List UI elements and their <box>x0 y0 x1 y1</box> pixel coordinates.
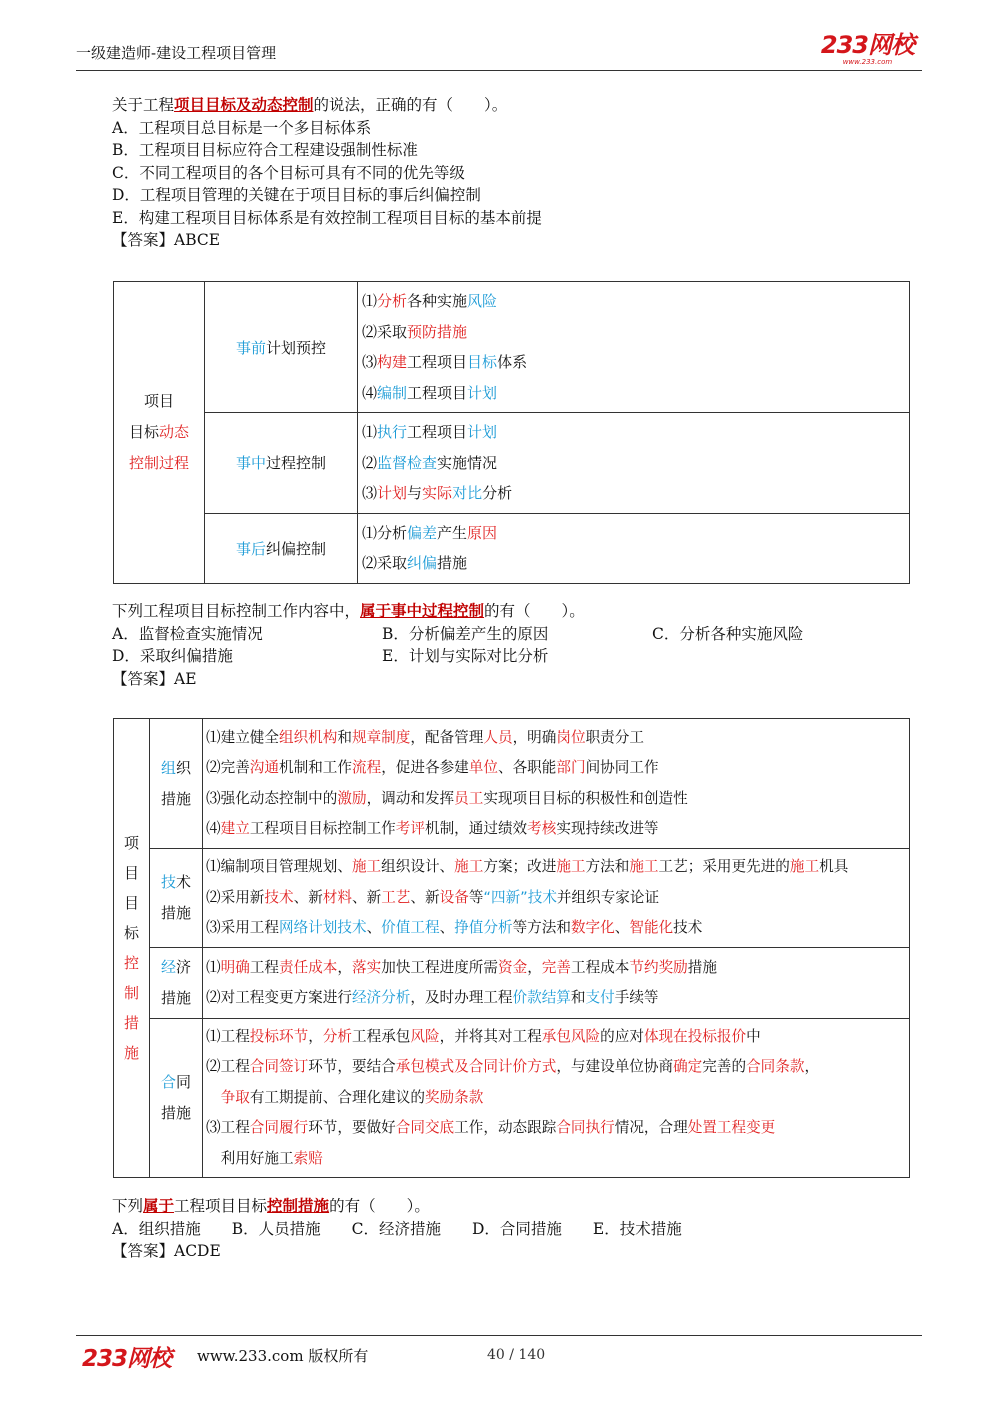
text-run: 落实 <box>352 958 382 976</box>
text-run: 投标环节 <box>249 1027 309 1045</box>
text-run: 激励 <box>337 789 367 807</box>
text-run: 设备 <box>439 888 469 906</box>
list-item <box>362 548 905 579</box>
logo-text: 233网校 <box>820 31 914 59</box>
text-run: 部门 <box>556 759 586 776</box>
text-run: 与 <box>407 484 423 502</box>
text-run: 确定 <box>673 1058 703 1076</box>
text-run: 过程控制 <box>266 454 327 473</box>
text-run: 分析 <box>377 292 408 310</box>
text-run: 工艺 <box>381 888 411 906</box>
text-run: 奖励条款 <box>424 1088 484 1106</box>
measure-items <box>203 719 910 849</box>
text-run: ⑶ <box>362 353 378 371</box>
list-item <box>206 784 906 815</box>
brand-logo <box>821 32 914 66</box>
option: A．工程项目总目标是一个多目标体系 <box>112 118 372 137</box>
text-run: 分析 <box>322 1027 352 1045</box>
text-run: ⑴ <box>206 958 221 976</box>
text-run: 目标 <box>128 422 159 441</box>
text-run: 施工 <box>351 858 382 876</box>
page-number: 40 / 140 <box>487 1347 546 1363</box>
text-run: 施工 <box>629 858 659 876</box>
stem-text: 的有（ ）。 <box>329 1197 430 1215</box>
footer-divider <box>76 1335 922 1336</box>
text-run: 合同履行 <box>249 1119 309 1137</box>
option: E．构建工程项目目标体系是有效控制工程项目目标的基本前提 <box>112 208 542 227</box>
measure-label <box>150 719 203 849</box>
phase-items <box>358 282 910 413</box>
text-run: 岗位 <box>556 728 586 746</box>
text-run: ⑶工程 <box>206 1119 250 1137</box>
title-line: 项目 <box>143 391 174 410</box>
text-run: 风险 <box>410 1027 440 1045</box>
text-run: 对比 <box>452 484 483 502</box>
text-run: 合同执行 <box>556 1119 615 1137</box>
text-run: 加快工程进度所需 <box>381 958 498 976</box>
list-item <box>362 518 905 549</box>
text-run: ⑵采取 <box>362 322 408 341</box>
measure-items <box>203 849 910 948</box>
measure-label <box>150 1019 203 1178</box>
copyright-text: www.233.com 版权所有 <box>197 1347 369 1365</box>
title-char: 控 <box>123 954 139 972</box>
list-item <box>206 1083 906 1114</box>
text-run: 事后 <box>235 539 266 558</box>
text-run: ⑴ <box>362 292 378 310</box>
text-run: 体现在投标报价 <box>643 1027 747 1045</box>
text-run: ⑵ <box>362 453 378 472</box>
text-run: 员工 <box>454 789 484 807</box>
list-item <box>206 883 906 914</box>
text-run: 并组织专家论证 <box>556 888 660 906</box>
text-run: 承包风险 <box>541 1027 601 1045</box>
text-run: 预防措施 <box>407 322 468 341</box>
text-run: 手续等 <box>614 989 659 1006</box>
text-run: 、 <box>614 919 630 937</box>
option: B．分析偏差产生的原因 <box>382 624 549 643</box>
text-run: 价值工程 <box>381 919 440 937</box>
text-run: 合 <box>160 1073 176 1091</box>
table-left-title <box>114 719 150 1178</box>
text-run: ⑴建立健全 <box>206 728 279 746</box>
stem-highlight: 项目目标及动态控制 <box>174 95 314 114</box>
question-stem <box>112 1195 682 1218</box>
list-item <box>206 814 906 845</box>
text-run: 织 <box>176 758 192 777</box>
text-run: 情况，合理 <box>614 1119 688 1137</box>
control-measures-table <box>113 718 910 1178</box>
text-run: ，配备管理 <box>410 728 484 746</box>
logo-url: www.233.com <box>842 58 893 66</box>
text-run: 计划 <box>377 484 408 502</box>
text-run: 实现项目目标的积极性和创造性 <box>483 789 688 807</box>
stem-highlight: 属于 <box>143 1196 175 1215</box>
text-run: 风险 <box>467 292 498 310</box>
text-run: 计划 <box>467 383 498 402</box>
question-1 <box>112 94 542 252</box>
text-run: 工作，动态跟踪 <box>454 1119 557 1137</box>
text-run: ⑴工程 <box>206 1027 250 1045</box>
table-row <box>114 513 910 583</box>
label-line <box>151 1067 201 1098</box>
text-run: 完善的 <box>702 1058 747 1076</box>
title-char: 目 <box>123 894 139 912</box>
text-run: 方案；改进 <box>483 858 557 876</box>
text-run: 规章制度 <box>351 728 411 746</box>
text-run: 流程 <box>351 759 382 776</box>
text-run: 经济分析 <box>351 989 411 1006</box>
text-run: ⑶ <box>362 484 378 502</box>
question-2 <box>112 600 803 690</box>
text-run: 智能化 <box>629 919 674 937</box>
measure-items <box>203 948 910 1019</box>
text-run: 编制 <box>377 383 408 402</box>
text-run: 和 <box>570 989 586 1006</box>
text-run: 体系 <box>497 353 528 371</box>
stem-text: 工程项目目标 <box>174 1197 268 1215</box>
text-run: 目标 <box>467 353 498 371</box>
text-run: 纠偏控制 <box>266 539 327 558</box>
text-run: 执行 <box>377 423 408 441</box>
text-run: 挣值分析 <box>454 919 513 937</box>
text-run: ⑴编制项目管理规划、 <box>206 858 352 876</box>
text-run: 工程项目 <box>407 423 468 441</box>
text-run: 机具 <box>819 858 849 876</box>
measure-label <box>150 948 203 1019</box>
text-run: 、 <box>439 919 455 937</box>
option-row <box>112 645 803 668</box>
text-run: 沟通 <box>249 759 279 776</box>
text-run: 事前 <box>235 338 266 357</box>
text-run: ， <box>308 1027 323 1045</box>
measure-label <box>150 849 203 948</box>
text-run: 争取 <box>220 1088 250 1106</box>
text-run: 环节，要结合 <box>308 1058 396 1076</box>
text-run: 、新 <box>410 888 440 906</box>
table-row <box>114 948 910 1019</box>
text-run: 技术 <box>264 888 294 906</box>
text-run: ⑴ <box>362 423 378 441</box>
text-run: 方法和 <box>585 858 630 876</box>
text-run: 济 <box>176 958 192 976</box>
label-line: 措施 <box>160 904 191 922</box>
list-item <box>206 1022 906 1053</box>
text-run: 数字化 <box>570 919 615 937</box>
text-run: 利用好施工 <box>206 1149 294 1167</box>
text-run: 事中 <box>235 454 266 473</box>
stem-text: 下列 <box>112 1197 144 1215</box>
text-run: ⑵工程 <box>206 1058 250 1076</box>
text-run: 人员 <box>483 728 513 746</box>
text-run: 工程项目 <box>407 353 468 371</box>
text-run: 各种实施 <box>407 292 468 310</box>
text-run: 中 <box>746 1027 761 1045</box>
stem-highlight: 属于事中过程控制 <box>360 601 485 620</box>
text-run: 构建 <box>377 353 408 371</box>
text-run: 等 <box>468 888 484 906</box>
text-run: 动态 <box>159 422 190 441</box>
text-run: ， <box>804 1058 820 1076</box>
list-item <box>206 852 906 883</box>
label-line <box>151 753 201 784</box>
text-run: 和 <box>337 728 352 746</box>
text-run: 实施情况 <box>437 453 498 472</box>
text-run: ，与建设单位协商 <box>556 1058 674 1076</box>
text-run: 责任成本 <box>279 958 338 976</box>
text-run: 、 <box>366 919 382 937</box>
text-run: 原因 <box>467 523 498 542</box>
list-item <box>362 478 905 509</box>
text-run: ，及时办理工程 <box>410 989 513 1006</box>
answer: 【答案】AE <box>112 669 197 688</box>
text-run: 组 <box>160 758 176 777</box>
text-run: 索赔 <box>293 1149 323 1167</box>
text-run: 工程成本 <box>571 958 630 976</box>
text-run: 支付 <box>585 989 615 1006</box>
phase-items <box>358 413 910 514</box>
list-item <box>206 1144 906 1175</box>
phase-label <box>205 413 358 514</box>
text-run: 环节，要做好 <box>308 1119 396 1137</box>
title-char: 目 <box>123 864 139 882</box>
title-char: 标 <box>123 924 139 942</box>
option-row <box>112 623 803 646</box>
text-run: 合同交底 <box>395 1119 455 1137</box>
text-run: 资金 <box>497 958 528 976</box>
text-run: 技术 <box>673 919 703 937</box>
text-run: 偏差 <box>407 523 438 542</box>
answer: 【答案】ACDE <box>112 1242 221 1260</box>
text-run: 等方法和 <box>512 919 571 937</box>
list-item <box>206 753 906 784</box>
options-line: A．组织措施 B．人员措施 C．经济措施 D．合同措施 E．技术措施 <box>112 1219 682 1238</box>
text-run: ⑶采用工程 <box>206 919 279 937</box>
stem-text: 的说法，正确的有（ ）。 <box>313 96 508 114</box>
text-run: 施工 <box>556 858 586 876</box>
table-row <box>114 413 910 514</box>
measure-items <box>203 1019 910 1178</box>
dynamic-control-table <box>113 281 910 584</box>
question-stem <box>112 94 542 117</box>
text-run <box>206 1089 221 1106</box>
option: D．工程项目管理的关键在于项目目标的事后纠偏控制 <box>112 186 481 204</box>
list-item <box>362 347 905 378</box>
text-run: 施工 <box>789 858 820 876</box>
text-run: 价款结算 <box>512 989 571 1006</box>
text-run: 机制，通过绩效 <box>424 820 528 837</box>
option: C．分析各种实施风险 <box>652 624 804 643</box>
label-line <box>151 867 201 898</box>
table-row <box>114 719 910 849</box>
text-run: ， <box>337 958 353 976</box>
text-run: 工程承包 <box>352 1027 411 1045</box>
option: B．工程项目目标应符合工程建设强制性标准 <box>112 141 418 159</box>
text-run: ⑴分析 <box>362 523 408 542</box>
text-run: 明确 <box>220 958 250 976</box>
text-run: 措施 <box>437 554 468 572</box>
option: E．计划与实际对比分析 <box>382 647 549 665</box>
footer-logo: 233网校 <box>82 1346 172 1372</box>
list-item <box>362 448 905 479</box>
title-char: 措 <box>123 1014 139 1032</box>
table-row <box>114 282 910 413</box>
text-run: ⑵完善 <box>206 759 250 776</box>
text-run: ，并将其对工程 <box>439 1027 542 1045</box>
text-run: 工程 <box>249 958 280 976</box>
text-run: 材料 <box>322 888 352 906</box>
text-run: 技 <box>160 873 176 891</box>
answer: 【答案】ABCE <box>112 231 221 249</box>
text-run: 合同条款 <box>746 1058 805 1076</box>
text-run: 建立 <box>220 820 250 837</box>
text-run: 实际 <box>422 484 453 502</box>
text-run: 计划 <box>467 423 498 441</box>
phase-items <box>358 513 910 583</box>
list-item <box>362 417 905 448</box>
text-run: 同 <box>176 1073 192 1091</box>
text-run: 组织设计、 <box>381 858 455 876</box>
phase-label <box>205 282 358 413</box>
text-run: 、各职能 <box>497 759 557 776</box>
list-item <box>362 378 905 409</box>
text-run: 节约奖励 <box>629 958 688 976</box>
document-title: 一级建造师-建设工程项目管理 <box>76 44 277 62</box>
title-line <box>115 417 203 448</box>
stem-highlight: 控制措施 <box>267 1196 330 1215</box>
text-run: ⑵对工程变更方案进行 <box>206 989 352 1006</box>
label-line: 措施 <box>160 1104 191 1122</box>
text-run: ，促进各参建 <box>381 759 469 776</box>
text-run: ⑶强化动态控制中的 <box>206 789 338 807</box>
stem-text: 关于工程 <box>112 96 175 114</box>
option: D．采取纠偏措施 <box>112 647 233 665</box>
text-run: 合同签订 <box>249 1058 309 1076</box>
text-run: 职责分工 <box>585 728 644 746</box>
question-3 <box>112 1195 682 1263</box>
text-run: ，调动和发挥 <box>366 789 455 807</box>
table-left-title <box>114 282 205 584</box>
table-row <box>114 849 910 948</box>
list-item <box>206 723 906 754</box>
question-stem <box>112 600 803 623</box>
text-run: 处置工程变更 <box>687 1119 776 1137</box>
page-header <box>76 32 922 68</box>
text-run: 施工 <box>454 858 484 876</box>
text-run: 组织机构 <box>278 728 338 746</box>
title-line: 控制过程 <box>128 453 189 472</box>
title-char: 项 <box>123 834 139 852</box>
text-run: ⑵采取 <box>362 554 408 572</box>
text-run: 经 <box>160 958 176 976</box>
text-run: 术 <box>176 873 192 891</box>
text-run: 措施 <box>687 958 717 976</box>
text-run: 的应对 <box>600 1027 644 1045</box>
title-char: 施 <box>123 1044 139 1062</box>
text-run: 考评 <box>395 820 425 837</box>
text-run: 考核 <box>527 820 557 837</box>
text-run: ， <box>527 958 542 976</box>
phase-label <box>205 513 358 583</box>
text-run: 完善 <box>541 958 571 976</box>
text-run: 纠偏 <box>407 554 438 572</box>
option: A．监督检查实施情况 <box>112 624 263 643</box>
text-run: 单位 <box>468 759 498 776</box>
text-run: 监督检查 <box>377 453 438 472</box>
text-run: ，明确 <box>512 728 557 746</box>
text-run: 有工期提前、合理化建议的 <box>249 1088 425 1106</box>
label-line: 措施 <box>160 789 191 808</box>
list-item <box>206 913 906 944</box>
text-run: 机制和工作 <box>279 759 352 776</box>
text-run: 网络计划技术 <box>278 919 367 937</box>
label-line <box>151 952 201 983</box>
list-item <box>206 953 906 984</box>
list-item <box>362 317 905 348</box>
text-run: 工艺；采用更先进的 <box>658 858 790 876</box>
text-run: ⑷ <box>206 820 221 837</box>
text-run: “四新”技术 <box>483 888 557 906</box>
list-item <box>362 286 905 317</box>
list-item <box>206 1052 906 1083</box>
title-char: 制 <box>123 984 139 1002</box>
list-item <box>206 983 906 1014</box>
text-run: ⑷ <box>362 383 378 402</box>
text-run: 实现持续改进等 <box>556 820 659 837</box>
list-item <box>206 1113 906 1144</box>
text-run: 工程项目目标控制工作 <box>249 820 396 837</box>
text-run: 计划预控 <box>266 338 327 357</box>
text-run: ⑵采用新 <box>206 888 265 906</box>
text-run: 承包模式及合同计价方式 <box>395 1058 557 1076</box>
stem-text: 的有（ ）。 <box>484 602 585 620</box>
text-run: 产生 <box>437 523 468 542</box>
header-divider <box>76 70 922 71</box>
stem-text: 下列工程项目目标控制工作内容中， <box>112 602 361 620</box>
text-run: 间协同工作 <box>585 759 659 776</box>
text-run: 工程项目 <box>407 383 468 402</box>
option: C．不同工程项目的各个目标可具有不同的优先等级 <box>112 163 465 182</box>
text-run: 分析 <box>482 484 513 502</box>
label-line: 措施 <box>160 989 191 1007</box>
table-row <box>114 1019 910 1178</box>
text-run: 、新 <box>352 888 382 906</box>
text-run: 、新 <box>293 888 323 906</box>
